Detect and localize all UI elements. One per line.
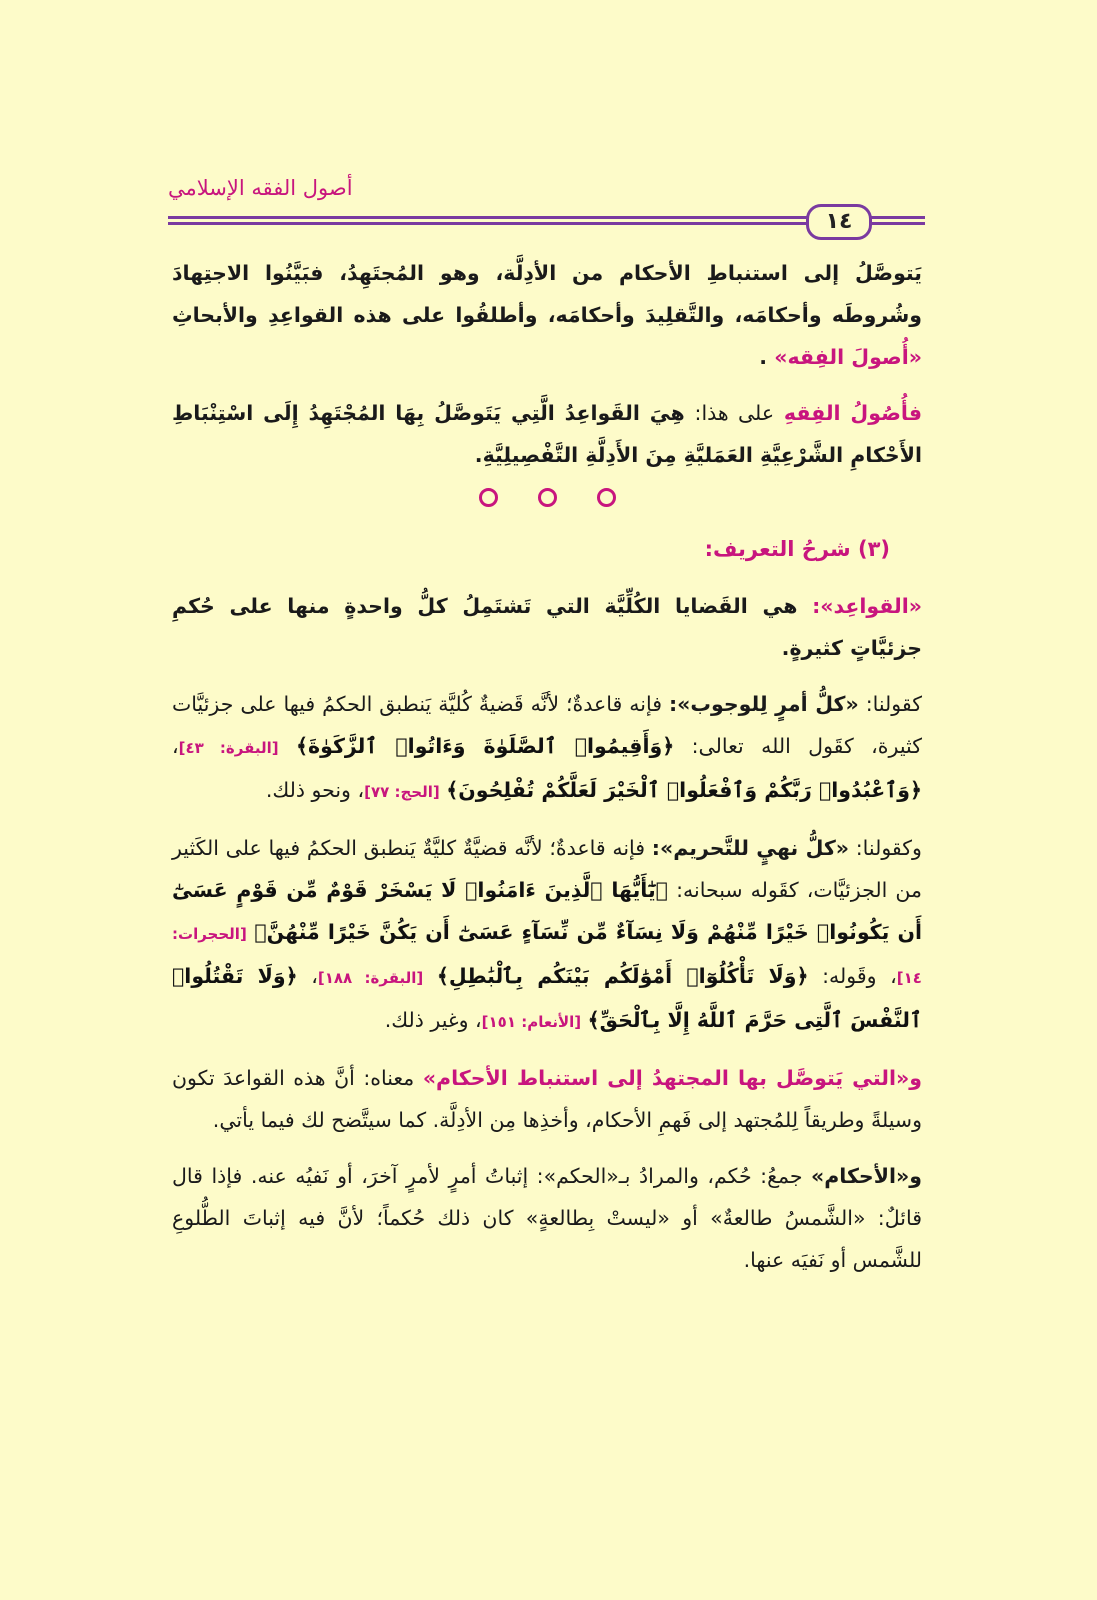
paragraph-qawaid	[172, 585, 922, 669]
quran-verse: ﴿وَأَقِيمُوا۟ ٱلصَّلَوٰةَ وَءَاتُوا۟ ٱلزَّكَوٰةَ﴾	[296, 734, 675, 758]
divider-circle-icon	[538, 488, 557, 507]
quran-verse: ﴿يَٰٓأَيُّهَا ٱلَّذِينَ ءَامَنُوا۟ لَا يَسْخَرْ قَوْمٌ مِّن قَوْمٍ عَسَىٰٓ أَن يَكُونُوا۟ خَيْرًا مِّنْهُمْ وَلَا نِسَآءٌ مِّن نِّسَآءٍ عَسَىٰٓ أَن يَكُنَّ خَيْرًا مِّنْهُنَّ﴾	[172, 878, 922, 944]
tawassul-text: معناه: أنَّ هذه القواعدَ تكون وسيلةً وطريقاً لِلمُجتهد إلى فَهمِ الأحكام، وأخذِها مِن الأدِلَّة. كما سيتَّضح لك فيما يأتي.	[172, 1066, 922, 1132]
definition-term: فأُصُولُ الفِقهِ	[783, 401, 922, 425]
divider-circle-icon	[597, 488, 616, 507]
book-title: أصول الفقه الإسلامي	[168, 176, 353, 200]
definition-text: هِيَ القَواعِدُ الَّتِي يَتَوصَّلُ بِهَا المُجْتَهِدُ إِلَى اسْتِنْبَاطِ الأَحْكامِ الشَّرْعِيَّةِ العَمَليَّةِ مِنَ الأَدِلَّةِ التَّفْصِيلِيَّةِ.	[172, 401, 922, 467]
example-2-end: ، وغير ذلك.	[384, 1008, 482, 1032]
separator: ،	[172, 734, 179, 758]
example-2-mid: ، وقَوله:	[822, 964, 897, 988]
verse-reference: [البقرة: ١٨٨]	[317, 969, 424, 987]
spacer	[172, 1043, 922, 1057]
ahkam-text: جمعُ: حُكم، والمرادُ بـ«الحكم»: إثباتُ أمرٍ لأمرٍ آخرَ، أو نَفيُه عنه. فإذا قال قائلٌ: «الشَّمسُ طالعةٌ» أو «ليستْ بِطالعةٍ» كان ذلك حُكماً؛ لأنَّ فيه إثباتَ الطُّلوعِ للشَّمس أو نَفيَه عنها.	[172, 1164, 922, 1272]
verse-reference: [الحجرات: ١٤]	[172, 925, 922, 987]
quran-verse: ﴿وَلَا تَأْكُلُوٓا۟ أَمْوَٰلَكُم بَيْنَكُم بِٱلْبَٰطِلِ﴾	[436, 964, 809, 988]
section-heading: (٣) شرحُ التعريف:	[704, 537, 890, 561]
example-1-rule: «كلُّ أمرٍ لِلوجوب»:	[668, 692, 859, 716]
intro-end: .	[759, 345, 768, 369]
spacer	[172, 571, 922, 585]
usul-term: «أُصولَ الفِقه»	[774, 345, 922, 369]
example-1-text: فإنه قاعدةٌ؛ لأنَّه قَضيةٌ كُليَّة يَنطبق الحكمُ فيها على جزئيَّات كثيرة، كقَول الله تعالى:	[172, 692, 922, 758]
paragraph-tawassul	[172, 1057, 922, 1141]
spacer	[172, 813, 922, 827]
example-1-intro: كقولنا:	[865, 692, 922, 716]
definition-connector: على هذا:	[694, 401, 775, 425]
qawaid-term: «القواعِد»:	[812, 594, 922, 618]
paragraph-ahkam	[172, 1155, 922, 1281]
section-divider	[172, 488, 922, 507]
example-2-rule: «كلُّ نهيٍ للتَّحريم»:	[651, 836, 850, 860]
paragraph-example-1	[172, 683, 922, 813]
verse-reference: [الحج: ٧٧]	[364, 783, 440, 801]
example-1-end: ، ونحو ذلك.	[265, 778, 365, 802]
example-2-text: فإنه قاعدةٌ؛ لأنَّه قضيَّةٌ كليَّةٌ يَنطبق الحكمُ فيها على الكَثير من الجزئيَّات، كقَوله سبحانه:	[172, 836, 922, 902]
page-content	[172, 252, 922, 1281]
page-number: ١٤	[806, 204, 872, 240]
verse-reference: [البقرة: ٤٣]	[178, 739, 279, 757]
intro-text: يَتوصَّلُ إلى استنباطِ الأحكام من الأدِلَّة، وهو المُجتَهِدُ، فبَيَّنُوا الاجتِهادَ وشُروطَه وأحكامَه، والتَّقلِيدَ وأحكامَه، وأطلقُوا على هذه القواعِدِ والأبحاثِ	[172, 261, 922, 327]
example-2-intro: وكقولنا:	[855, 836, 922, 860]
paragraph-definition	[172, 392, 922, 476]
spacer	[172, 378, 922, 392]
paragraph-example-2	[172, 827, 922, 1043]
tawassul-term: و«التي يَتوصَّل بها المجتهدُ إلى استنباط الأحكام»	[422, 1066, 923, 1090]
qawaid-text: هي القَضايا الكُلِّيَّة التي تَشتَمِلُ كلُّ واحدةٍ منها على حُكمِ جزئيَّاتٍ كثيرةٍ.	[172, 594, 922, 660]
divider-circle-icon	[479, 488, 498, 507]
spacer	[172, 1141, 922, 1155]
paragraph-intro	[172, 252, 922, 378]
verse-reference: [الأنعام: ١٥١]	[481, 1013, 582, 1031]
separator: ،	[311, 964, 318, 988]
quran-verse: ﴿وَٱعْبُدُوا۟ رَبَّكُمْ وَٱفْعَلُوا۟ ٱلْخَيْرَ لَعَلَّكُمْ تُفْلِحُونَ﴾	[446, 778, 922, 802]
quran-verse: ﴿وَلَا تَقْتُلُوا۟ ٱلنَّفْسَ ٱلَّتِى حَرَّمَ ٱللَّهُ إِلَّا بِٱلْحَقِّ﴾	[172, 964, 922, 1032]
spacer	[172, 669, 922, 683]
ahkam-term: و«الأحكام»	[811, 1164, 922, 1188]
